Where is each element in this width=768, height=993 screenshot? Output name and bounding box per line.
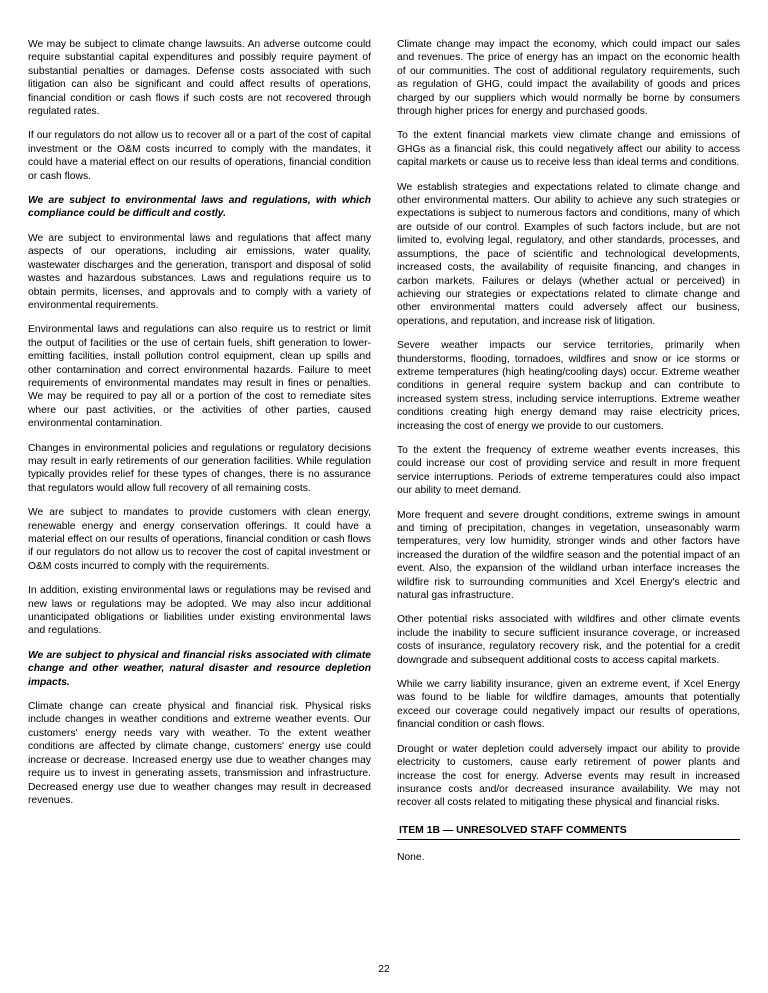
page-number: 22 — [378, 964, 390, 975]
left-column — [28, 38, 371, 953]
section-heading-label: ITEM 1B — UNRESOLVED STAFF COMMENTS — [399, 824, 627, 836]
body-paragraph: To the extent the frequency of extreme weather events increases, this could increase our cost of providing service and result in more frequent service interruptions. Periods of extreme temperatures could also impact our ability to meet demand. — [397, 444, 740, 497]
body-paragraph: Other potential risks associated with wildfires and other climate events include the inability to secure sufficient insurance coverage, or increased costs of insurance, regulatory recovery risk, and the potential for a credit downgrade and subsequent additional costs to access capital markets. — [397, 614, 740, 666]
body-paragraph: Climate change can create physical and financial risk. Physical risks include changes in weather conditions and extreme weather events. Our customers' energy needs vary with weather. To the extent weather conditions are affected by climate change, customers' energy use could increase or decrease. Increased energy use due to weather changes may require us to invest in generating assets, transmission and infrastructure. Decreased energy use due to weather changes may result in decreased revenues. — [28, 701, 371, 806]
body-paragraph: More frequent and severe drought conditions, extreme swings in amount and timing of precipitation, changes in vegetation, unseasonably warm temperatures, very low humidity, stronger winds and other factors have increased the duration of the wildfire season and the potential impact of an event. Also, the expansion of the wildland urban interface increases the wildfire risk to surrounding communities and Xcel Energy's electric and natural gas infrastructure. — [397, 509, 740, 602]
body-paragraph: We may be subject to climate change lawsuits. An adverse outcome could require substantial capital expenditures and possibly require payment of substantial penalties or damages. Defense costs associated with such litigation can also be significant and could affect results of operations, financial condition or cash flows if such costs are not recovered through regulated rates. — [28, 39, 371, 118]
two-column-layout — [28, 38, 740, 953]
risk-heading: We are subject to physical and financial risks associated with climate change and other weather, natural disaster and resource depletion impacts. — [28, 649, 371, 688]
right-column — [397, 38, 740, 953]
section-heading-item-1b — [397, 824, 740, 840]
body-paragraph: In addition, existing environmental laws or regulations may be revised and new laws or regulations may be adopted. We may also incur additional unanticipated obligations or liabilities under existing environmental laws and regulations. — [28, 585, 371, 637]
body-paragraph: Changes in environmental policies and regulations or regulatory decisions may result in early retirements of our generation facilities. While regulation typically provides relief for these types of changes, there is no assurance that regulators would allow full recovery of all remaining costs. — [28, 442, 371, 494]
body-paragraph: We are subject to mandates to provide customers with clean energy, renewable energy and energy conservation offerings. It could have a material effect on our results of operations, financial condition or cash flows if our regulators do not allow us to recover the cost of capital investment or O&M costs incurred to comply with the requirements. — [28, 507, 371, 572]
body-paragraph: Climate change may impact the economy, which could impact our sales and revenues. The price of energy has an impact on the economic health of our communities. The cost of additional regulatory requirements, such as regulation of GHG, could impact the availability of goods and prices charged by our suppliers which would normally be borne by consumers through higher prices for energy and purchased goods. — [397, 39, 740, 118]
body-paragraph: Environmental laws and regulations can also require us to restrict or limit the output of facilities or the use of certain fuels, shift generation to lower-emitting facilities, install pollution control equipment, clean up spills and other contamination and correct environmental hazards. Failure to meet requirements of environmental mandates may result in fines or penalties. We may be required to pay all or a portion of the cost to remediate sites where our past activities, or the activities of other parties, caused environmental contamination. — [28, 324, 371, 430]
body-paragraph: None. — [397, 851, 425, 863]
body-paragraph: We are subject to environmental laws and regulations that affect many aspects of our operations, including air emissions, water quality, wastewater discharges and the generation, transport and disposal of solid wastes and hazardous substances. Laws and regulations require us to obtain permits, licenses, and approvals and to comply with a variety of environmental requirements. — [28, 232, 371, 311]
risk-heading: We are subject to environmental laws and regulations, with which compliance could be difficult and costly. — [28, 195, 371, 220]
body-paragraph: To the extent financial markets view climate change and emissions of GHGs as a financial risk, this could negatively affect our ability to access capital markets or cause us to receive less than ideal terms and conditions. — [397, 130, 740, 169]
body-paragraph: Severe weather impacts our service territories, primarily when thunderstorms, flooding, tornadoes, wildfires and snow or ice storms or extreme temperatures (high heating/cooling days) occur. Extreme weather conditions in general require system backup and can contribute to increased system stress, including service interruptions. Extreme weather conditions creating high energy demand may raise electricity prices, increasing the cost of energy we provide to our customers. — [397, 340, 740, 432]
body-paragraph: While we carry liability insurance, given an extreme event, if Xcel Energy was found to be liable for wildfire damages, amounts that potentially exceed our coverage could negatively impact our results of operations, financial condition or cash flows. — [397, 679, 740, 731]
body-paragraph: Drought or water depletion could adversely impact our ability to provide electricity to customers, cause early retirement of power plants and increase the cost for energy. Adverse events may result in increased insurance costs and/or decreased insurance availability. We may not recover all costs related to mitigating these physical and financial risks. — [397, 743, 740, 809]
body-paragraph: If our regulators do not allow us to recover all or a part of the cost of capital investment or the O&M costs incurred to comply with the mandates, it could have a material effect on our results of operations, financial condition or cash flows. — [28, 130, 371, 182]
body-paragraph: We establish strategies and expectations related to climate change and other environmental matters. Our ability to achieve any such strategies or expectations is subject to numerous factors and conditions, many of which are outside of our control. Examples of such factors include, but are not limited to, evolving legal, regulatory, and other standards, processes, and assumptions, the pace of scientific and technological developments, increased costs, the availability of requisite financing, and changes in carbon markets. Failures or delays (whether actual or perceived) in achieving our strategies or expectations related to climate change and other environmental matters could adversely affect our business, operations, and reputation, and increase risk of litigation. — [397, 181, 740, 327]
